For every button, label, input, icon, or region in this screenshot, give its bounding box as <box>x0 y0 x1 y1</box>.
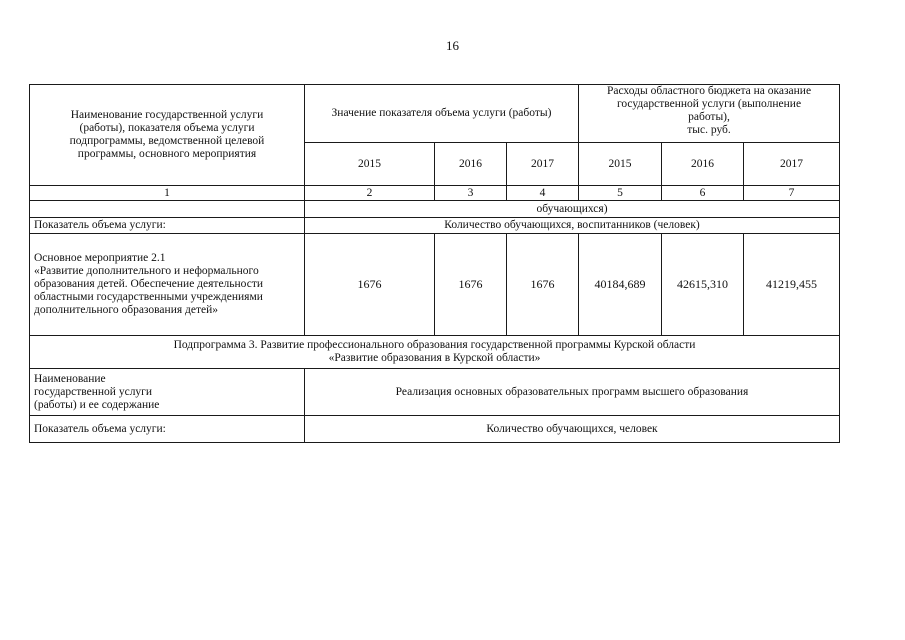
continuation-row <box>30 201 840 218</box>
measure-value-cell: 1676 <box>305 234 435 336</box>
column-number-cell: 7 <box>744 186 840 201</box>
continuation-cell: обучающихся) <box>305 201 840 218</box>
indicator-row <box>30 218 840 234</box>
header-expense-cell: Расходы областного бюджета на оказание государственной услуги (выполнение работы), тыс. руб. <box>579 85 840 143</box>
measure-row <box>30 234 840 336</box>
measure-value-cell: 1676 <box>435 234 507 336</box>
column-numbers-row <box>30 186 840 201</box>
indicator-row-2 <box>30 416 840 443</box>
header-volume-cell: Значение показателя объема услуги (работы) <box>305 85 579 143</box>
subprogram-title: Подпрограмма 3. Развитие профессионального образования государственной программы Курской области «Развитие образования в Курской области» <box>30 336 840 369</box>
measure-value-cell: 41219,455 <box>744 234 840 336</box>
column-number-cell: 5 <box>579 186 662 201</box>
column-number-cell: 2 <box>305 186 435 201</box>
header-name-cell: Наименование государственной услуги (работы), показателя объема услуги подпрограммы, ведомственной целевой программы, основного мероприятия <box>30 85 305 186</box>
column-number-cell: 6 <box>662 186 744 201</box>
indicator-label: Показатель объема услуги: <box>30 218 305 234</box>
year-cell: 2015 <box>579 143 662 186</box>
service-row <box>30 369 840 416</box>
year-cell: 2017 <box>744 143 840 186</box>
service-value: Реализация основных образовательных программ высшего образования <box>305 369 840 416</box>
column-number-cell: 4 <box>507 186 579 201</box>
services-table <box>29 84 840 443</box>
measure-value-cell: 40184,689 <box>579 234 662 336</box>
year-cell: 2016 <box>435 143 507 186</box>
year-cell: 2017 <box>507 143 579 186</box>
measure-value-cell: 42615,310 <box>662 234 744 336</box>
indicator-value: Количество обучающихся, человек <box>305 416 840 443</box>
measure-description: Основное мероприятие 2.1 «Развитие дополнительного и неформального образования детей. Обеспечение деятельности областными государственными учреждениями дополнительного образования детей» <box>30 234 305 336</box>
year-cell: 2016 <box>662 143 744 186</box>
measure-value-cell: 1676 <box>507 234 579 336</box>
service-label: Наименование государственной услуги (работы) и ее содержание <box>30 369 305 416</box>
indicator-value: Количество обучающихся, воспитанников (человек) <box>305 218 840 234</box>
header-row <box>30 85 840 143</box>
empty-cell <box>30 201 305 218</box>
subprogram-row <box>30 336 840 369</box>
year-cell: 2015 <box>305 143 435 186</box>
page-number: 16 <box>446 38 459 53</box>
column-number-cell: 1 <box>30 186 305 201</box>
indicator-label: Показатель объема услуги: <box>30 416 305 443</box>
column-number-cell: 3 <box>435 186 507 201</box>
